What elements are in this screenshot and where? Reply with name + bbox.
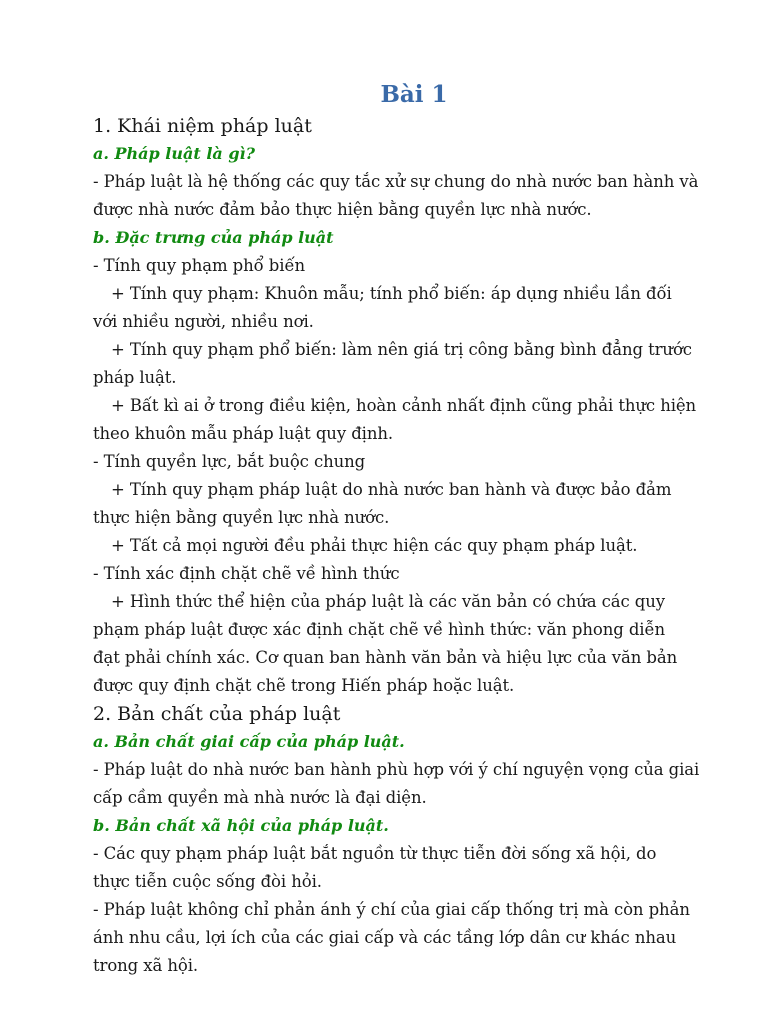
paragraph-line: trong xã hội. — [93, 956, 199, 975]
bullet-line: + Tất cả mọi người đều phải thực hiện các quy phạm pháp luật. — [111, 536, 638, 555]
paragraph-line: theo khuôn mẫu pháp luật quy định. — [93, 424, 394, 443]
section-2a-heading: a. Bản chất giai cấp của pháp luật. — [93, 732, 405, 751]
paragraph-line: cấp cầm quyền mà nhà nước là đại diện. — [93, 788, 427, 807]
document-title: Bài 1 — [380, 81, 448, 108]
paragraph-line: phạm pháp luật được xác định chặt chẽ về hình thức: văn phong diễn — [93, 620, 666, 639]
bullet-line: + Tính quy phạm: Khuôn mẫu; tính phổ biến: áp dụng nhiều lần đối — [111, 284, 672, 303]
paragraph-line: thực tiễn cuộc sống đòi hỏi. — [93, 872, 322, 891]
paragraph-line: thực hiện bằng quyền lực nhà nước. — [93, 508, 390, 527]
paragraph-line: pháp luật. — [93, 368, 177, 387]
paragraph-line: đạt phải chính xác. Cơ quan ban hành văn bản và hiệu lực của văn bản — [93, 648, 678, 667]
paragraph-line: ánh nhu cầu, lợi ích của các giai cấp và các tầng lớp dân cư khác nhau — [93, 928, 677, 947]
paragraph-line: - Pháp luật không chỉ phản ánh ý chí của giai cấp thống trị mà còn phản — [93, 900, 690, 919]
paragraph-line: - Tính xác định chặt chẽ về hình thức — [93, 564, 400, 583]
section-1-heading: 1. Khái niệm pháp luật — [93, 115, 312, 137]
paragraph-line: - Pháp luật là hệ thống các quy tắc xử sự chung do nhà nước ban hành và — [93, 172, 699, 191]
paragraph-line: được nhà nước đảm bảo thực hiện bằng quyền lực nhà nước. — [93, 200, 592, 219]
bullet-line: + Tính quy phạm pháp luật do nhà nước ban hành và được bảo đảm — [111, 480, 672, 499]
bullet-line: + Bất kì ai ở trong điều kiện, hoàn cảnh nhất định cũng phải thực hiện — [111, 396, 697, 415]
paragraph-line: - Tính quy phạm phổ biến — [93, 256, 306, 275]
paragraph-line: được quy định chặt chẽ trong Hiến pháp hoặc luật. — [93, 676, 515, 695]
bullet-line: + Tính quy phạm phổ biến: làm nên giá trị công bằng bình đẳng trước — [111, 340, 692, 359]
section-1b-heading: b. Đặc trưng của pháp luật — [93, 228, 334, 247]
section-2b-heading: b. Bản chất xã hội của pháp luật. — [93, 816, 389, 835]
paragraph-line: - Tính quyền lực, bắt buộc chung — [93, 452, 366, 471]
bullet-line: + Hình thức thể hiện của pháp luật là các văn bản có chứa các quy — [111, 592, 665, 611]
paragraph-line: - Pháp luật do nhà nước ban hành phù hợp với ý chí nguyện vọng của giai — [93, 760, 700, 779]
document-page — [93, 78, 733, 980]
paragraph-line: với nhiều người, nhiều nơi. — [93, 312, 314, 331]
paragraph-line: - Các quy phạm pháp luật bắt nguồn từ thực tiễn đời sống xã hội, do — [93, 844, 657, 863]
section-1a-heading: a. Pháp luật là gì? — [93, 144, 255, 163]
section-2-heading: 2. Bản chất của pháp luật — [93, 703, 341, 725]
